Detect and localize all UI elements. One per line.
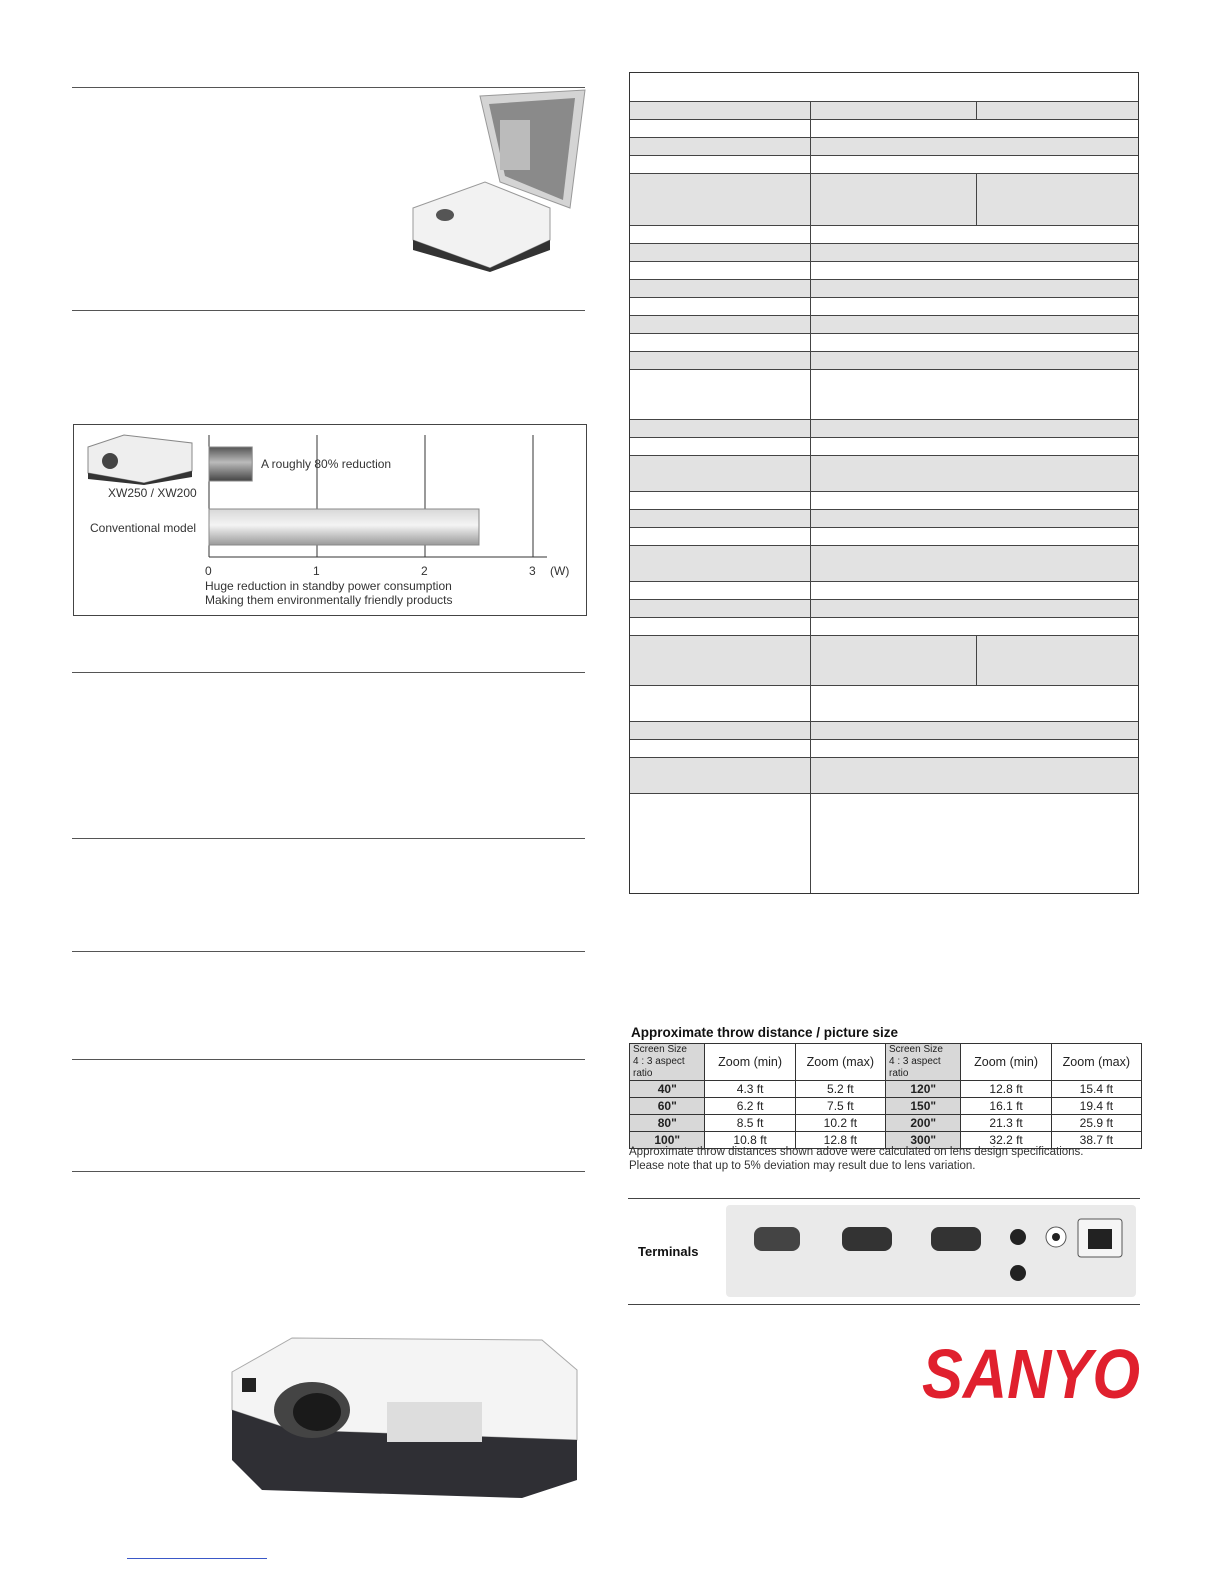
spec-row [630, 739, 1138, 757]
throw-note: Please note that up to 5% deviation may result due to lens variation. [629, 1160, 976, 1172]
spec-row [630, 261, 1138, 279]
spec-row [630, 545, 1138, 581]
screen-size-cell: 100" [630, 1132, 705, 1149]
spec-row [630, 137, 1138, 155]
screen-size-header-line1: Screen Size [633, 1044, 687, 1055]
spec-row [630, 369, 1138, 419]
spec-header-row [630, 101, 1138, 119]
audio-jack-icon [1010, 1229, 1026, 1245]
screen-size-cell: 120" [885, 1081, 960, 1098]
screen-size-cell: 200" [885, 1115, 960, 1132]
zoom-min-header: Zoom (min) [961, 1044, 1051, 1081]
zoom-max-cell: 38.7 ft [1051, 1132, 1141, 1149]
screen-size-cell: 300" [885, 1132, 960, 1149]
zoom-max-cell: 19.4 ft [1051, 1098, 1141, 1115]
table-row [630, 1098, 1142, 1115]
spec-row [630, 455, 1138, 491]
category-label: XW250 / XW200 [108, 486, 197, 500]
terminal-ports [726, 1205, 1136, 1297]
spec-row [630, 119, 1138, 137]
section-divider [72, 310, 585, 311]
zoom-min-cell: 32.2 ft [961, 1132, 1051, 1149]
spec-row [630, 243, 1138, 261]
screen-size-header-line2: 4 : 3 aspect ratio [888, 1056, 941, 1079]
specifications-table [629, 72, 1139, 894]
section-divider [72, 838, 585, 839]
throw-note: Approximate throw distances shown adove were calculated on lens design specifications. [629, 1146, 1084, 1158]
svg-text:SANYO: SANYO [922, 1335, 1140, 1413]
screen-size-header-line1: Screen Size [888, 1044, 943, 1055]
zoom-max-header: Zoom (max) [1051, 1044, 1141, 1081]
serial-port-icon [754, 1227, 800, 1251]
screen-size-cell: 150" [885, 1098, 960, 1115]
bar-annotation: A roughly 80% reduction [261, 457, 392, 471]
zoom-min-cell: 10.8 ft [705, 1132, 795, 1149]
spec-row [630, 333, 1138, 351]
screen-size-cell: 40" [630, 1081, 705, 1098]
x-tick-label: 0 [205, 564, 212, 578]
spec-row [630, 491, 1138, 509]
spec-row [630, 721, 1138, 739]
spec-row [630, 419, 1138, 437]
zoom-min-cell: 12.8 ft [961, 1081, 1051, 1098]
spec-row [630, 599, 1138, 617]
screen-size-cell: 80" [630, 1115, 705, 1132]
projector-image [222, 1330, 584, 1500]
zoom-max-cell: 25.9 ft [1051, 1115, 1141, 1132]
zoom-max-cell: 12.8 ft [795, 1132, 885, 1149]
throw-table-title: Approximate throw distance / picture size [631, 1025, 899, 1040]
chart-bar [209, 447, 252, 481]
spec-row [630, 279, 1138, 297]
spec-row [630, 173, 1138, 225]
spec-row [630, 685, 1138, 721]
zoom-max-cell: 7.5 ft [795, 1098, 885, 1115]
section-divider [72, 672, 585, 673]
spec-row [630, 635, 1138, 685]
section-divider [72, 1171, 585, 1172]
spec-row [630, 155, 1138, 173]
spec-row [630, 315, 1138, 333]
section-divider [72, 87, 585, 88]
zoom-max-cell: 10.2 ft [795, 1115, 885, 1132]
table-row [630, 1081, 1142, 1098]
spec-row [630, 509, 1138, 527]
sanyo-logo [922, 1335, 1144, 1413]
x-tick-label: 1 [313, 564, 320, 578]
x-tick-label: 2 [421, 564, 428, 578]
zoom-min-cell: 21.3 ft [961, 1115, 1051, 1132]
zoom-min-cell: 4.3 ft [705, 1081, 795, 1098]
spec-row [630, 297, 1138, 315]
vga-port-icon [842, 1227, 892, 1251]
throw-header-row [630, 1044, 1142, 1081]
spec-row [630, 617, 1138, 635]
chart-caption: Huge reduction in standby power consumption [205, 579, 452, 593]
projector-thumbnail [84, 433, 196, 485]
zoom-min-cell: 8.5 ft [705, 1115, 795, 1132]
spec-row [630, 793, 1138, 893]
chart-bar [209, 509, 479, 545]
zoom-min-cell: 16.1 ft [961, 1098, 1051, 1115]
x-tick-label: 3 [529, 564, 536, 578]
x-axis-unit: (W) [550, 564, 570, 578]
projector-screen-image [405, 90, 590, 272]
screen-size-header [885, 1044, 960, 1081]
spec-row [630, 225, 1138, 243]
terminal-panel-image [726, 1205, 1136, 1297]
zoom-max-cell: 15.4 ft [1051, 1081, 1141, 1098]
audio-jack-icon [1010, 1265, 1026, 1281]
zoom-min-header: Zoom (min) [705, 1044, 795, 1081]
screen-size-header-line2: 4 : 3 aspect ratio [633, 1056, 685, 1079]
terminals-section [628, 1198, 1140, 1305]
screen-size-header [630, 1044, 705, 1081]
zoom-max-cell: 5.2 ft [795, 1081, 885, 1098]
zoom-min-cell: 6.2 ft [705, 1098, 795, 1115]
spec-row [630, 757, 1138, 793]
section-divider [72, 1059, 585, 1060]
vga-port-icon [931, 1227, 981, 1251]
link-underline[interactable] [127, 1558, 267, 1559]
zoom-max-header: Zoom (max) [795, 1044, 885, 1081]
table-row [630, 1115, 1142, 1132]
screen-size-cell: 60" [630, 1098, 705, 1115]
throw-distance-table [629, 1043, 1142, 1149]
section-divider [72, 951, 585, 952]
spec-row [630, 581, 1138, 599]
spec-row [630, 527, 1138, 545]
category-label: Conventional model [90, 521, 197, 535]
chart-caption: Making them environmentally friendly products [205, 593, 453, 607]
spec-row [630, 351, 1138, 369]
standby-power-chart [73, 424, 587, 616]
spec-row [630, 437, 1138, 455]
terminals-label: Terminals [638, 1244, 699, 1259]
